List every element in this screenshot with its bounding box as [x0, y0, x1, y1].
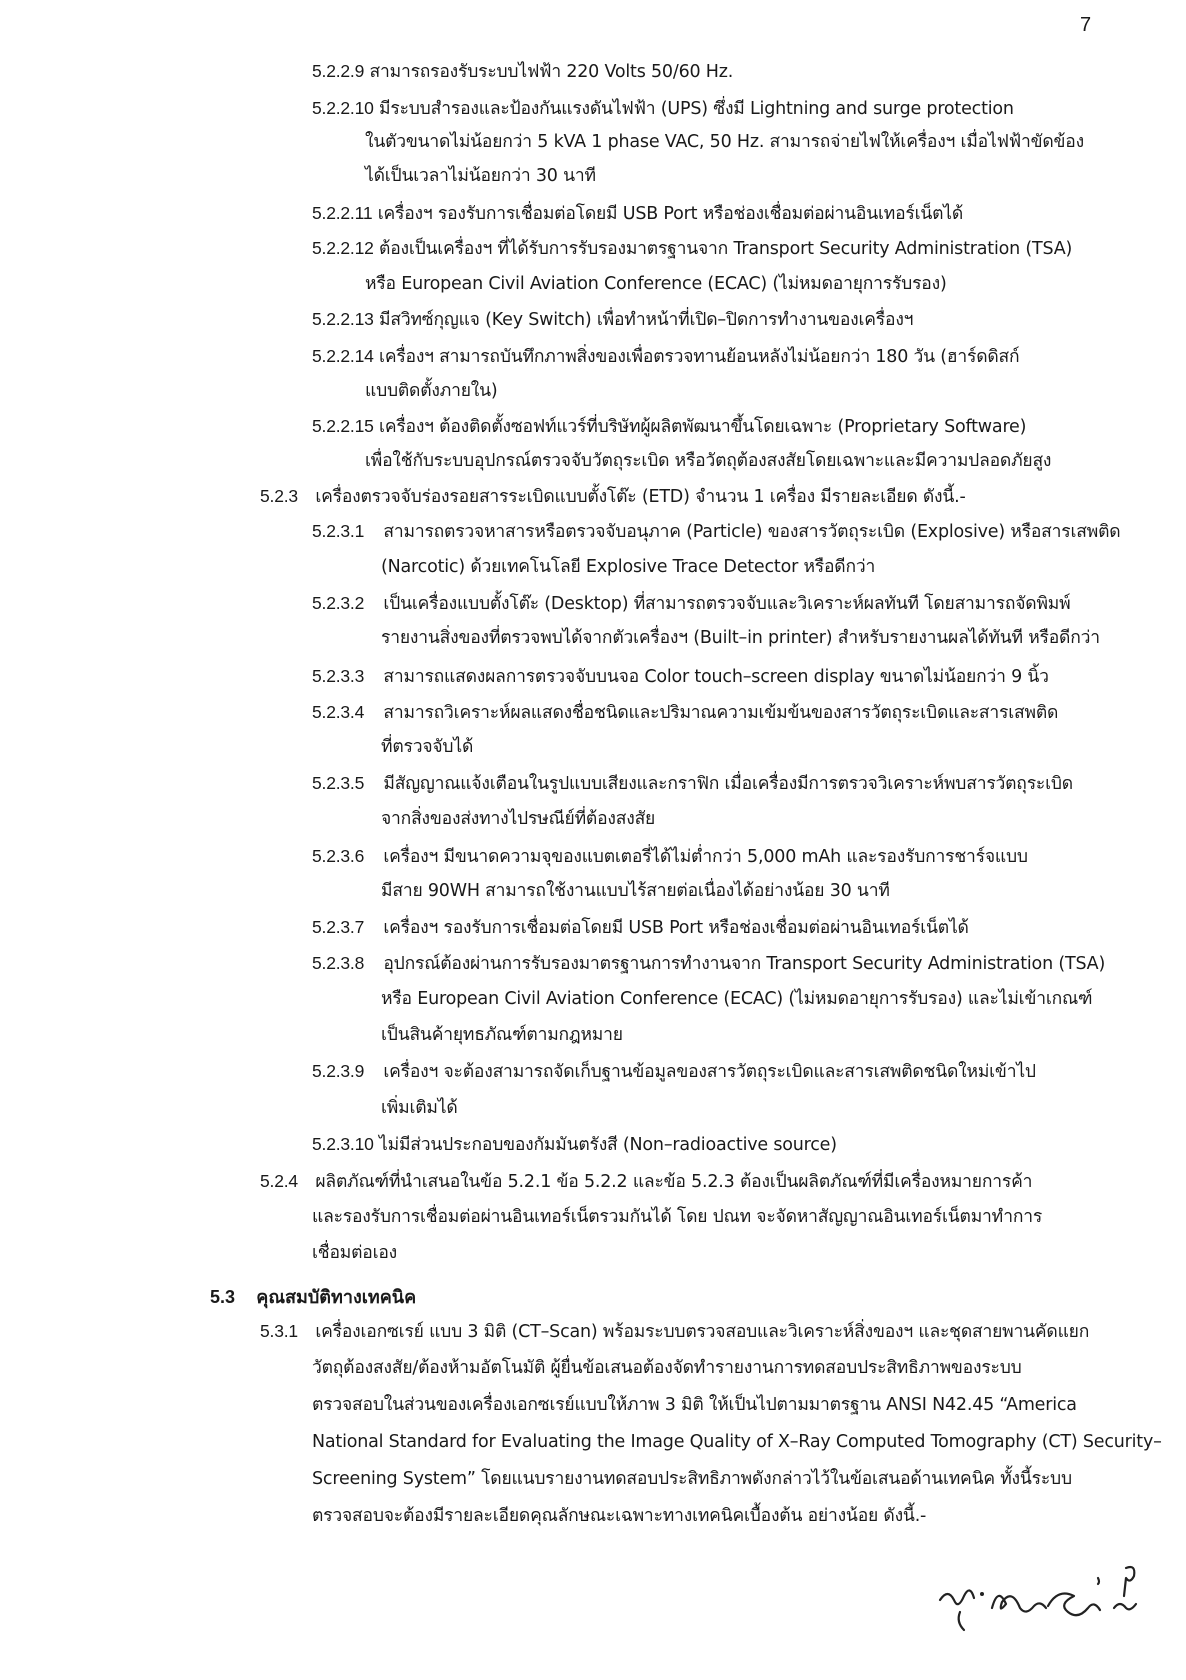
clause-text-continued: รายงานสิ่งของที่ตรวจพบได้จากตัวเครื่องฯ (Built–in printer) สำหรับรายงานผลได้ทันที หรือดีกว่า — [381, 628, 1100, 648]
clause-text-continued: ตรวจสอบในส่วนของเครื่องเอกซเรย์แบบให้ภาพ 3 มิติ ให้เป็นไปตามมาตรฐาน ANSI N42.45 “America — [312, 1395, 1077, 1415]
clause-text: เครื่องเอกซเรย์ แบบ 3 มิติ (CT–Scan) พร้อมระบบตรวจสอบและวิเคราะห์สิ่งของฯ และชุดสายพานคัดแยก — [315, 1322, 1090, 1342]
clause-text: เครื่องตรวจจับร่องรอยสารระเบิดแบบตั้งโต๊ะ (ETD) จำนวน 1 เครื่อง มีรายละเอียด ดังนี้.- — [315, 487, 966, 507]
page-number: 7 — [1080, 14, 1092, 36]
section-title: คุณสมบัติทางเทคนิค — [256, 1287, 417, 1308]
clause-number: 5.2.2.15 — [312, 416, 374, 436]
clause-text-continued: เชื่อมต่อเอง — [312, 1243, 398, 1263]
clause-5-3-1 — [260, 1320, 1089, 1343]
clause-number: 5.2.3.5 — [312, 773, 365, 793]
clause-text: มีสัญญาณแจ้งเตือนในรูปแบบเสียงและกราฟิก เมื่อเครื่องมีการตรวจวิเคราะห์พบสารวัตถุระเบิด — [383, 774, 1073, 794]
clause-text: เครื่องฯ สามารถบันทึกภาพสิ่งของเพื่อตรวจทานย้อนหลังไม่น้อยกว่า 180 วัน (ฮาร์ดดิสก์ — [379, 347, 1020, 367]
clause-text: สามารถรองรับระบบไฟฟ้า 220 Volts 50/60 Hz. — [369, 62, 734, 82]
clause-5-2-2-9 — [312, 60, 733, 83]
clause-5-2-2-10 — [312, 97, 1014, 120]
clause-number: 5.2.3 — [260, 486, 298, 506]
clause-number: 5.2.2.14 — [312, 346, 374, 366]
clause-number: 5.2.3.10 — [312, 1134, 374, 1154]
clause-text-continued: National Standard for Evaluating the Image Quality of X–Ray Computed Tomography (CT) Security– — [312, 1432, 1162, 1452]
clause-text-continued: (Narcotic) ด้วยเทคโนโลยี Explosive Trace Detector หรือดีกว่า — [381, 557, 876, 577]
handwritten-signature — [930, 1560, 1170, 1660]
clause-5-2-3-8 — [312, 952, 1105, 975]
clause-number: 5.2.2.13 — [312, 309, 374, 329]
clause-text-continued: จากสิ่งของส่งทางไปรษณีย์ที่ต้องสงสัย — [381, 809, 656, 829]
clause-text-continued: วัตถุต้องสงสัย/ต้องห้ามอัตโนมัติ ผู้ยื่นข้อเสนอต้องจัดทำรายงานการทดสอบประสิทธิภาพของระบบ — [312, 1358, 1022, 1378]
clause-5-2-3-2 — [312, 592, 1070, 615]
clause-text-continued: มีสาย 90WH สามารถใช้งานแบบไร้สายต่อเนื่องได้อย่างน้อย 30 นาที — [381, 881, 890, 901]
clause-5-2-3-10 — [312, 1133, 837, 1156]
clause-number: 5.2.3.8 — [312, 953, 365, 973]
clause-5-2-3-5 — [312, 772, 1073, 795]
clause-text: เครื่องฯ รองรับการเชื่อมต่อโดยมี USB Port หรือช่องเชื่อมต่อผ่านอินเทอร์เน็ตได้ — [383, 918, 969, 938]
clause-text: สามารถวิเคราะห์ผลแสดงชื่อชนิดและปริมาณความเข้มข้นของสารวัตถุระเบิดและสารเสพติด — [383, 703, 1059, 723]
clause-text: อุปกรณ์ต้องผ่านการรับรองมาตรฐานการทำงานจาก Transport Security Administration (TSA) — [383, 954, 1106, 974]
clause-5-2-3-3 — [312, 665, 1049, 688]
clause-text: ต้องเป็นเครื่องฯ ที่ได้รับการรับรองมาตรฐานจาก Transport Security Administration (TSA) — [379, 239, 1073, 259]
clause-number: 5.2.3.7 — [312, 917, 365, 937]
clause-text: มีสวิทซ์กุญแจ (Key Switch) เพื่อทำหน้าที่เปิด–ปิดการทำงานของเครื่องฯ — [379, 310, 914, 330]
clause-text-continued: หรือ European Civil Aviation Conference (ECAC) (ไม่หมดอายุการรับรอง) และไม่เข้าเกณฑ์ — [381, 989, 1093, 1009]
clause-number: 5.2.2.12 — [312, 238, 374, 258]
clause-text-continued: แบบติดตั้งภายใน) — [365, 381, 498, 401]
clause-5-2-2-12 — [312, 237, 1072, 260]
clause-number: 5.2.3.9 — [312, 1061, 365, 1081]
clause-text-continued: ได้เป็นเวลาไม่น้อยกว่า 30 นาที — [365, 166, 596, 186]
clause-text-continued: ที่ตรวจจับได้ — [381, 737, 474, 757]
clause-text-continued: และรองรับการเชื่อมต่อผ่านอินเทอร์เน็ตรวมกันได้ โดย ปณท จะจัดหาสัญญาณอินเทอร์เน็ตมาทำการ — [312, 1207, 1043, 1227]
clause-text: ไม่มีส่วนประกอบของกัมมันตรังสี (Non–radioactive source) — [379, 1135, 837, 1155]
clause-text: เครื่องฯ รองรับการเชื่อมต่อโดยมี USB Port หรือช่องเชื่อมต่อผ่านอินเทอร์เน็ตได้ — [377, 204, 964, 224]
clause-5-2-2-11 — [312, 202, 963, 225]
clause-text: เครื่องฯ จะต้องสามารถจัดเก็บฐานข้อมูลของสารวัตถุระเบิดและสารเสพติดชนิดใหม่เข้าไป — [383, 1062, 1036, 1082]
clause-text-continued: เพิ่มเติมได้ — [381, 1098, 458, 1118]
clause-5-2-3-6 — [312, 845, 1028, 868]
clause-number: 5.2.3.2 — [312, 593, 365, 613]
clause-text-continued: เพื่อใช้กับระบบอุปกรณ์ตรวจจับวัตถุระเบิด หรือวัตถุต้องสงสัยโดยเฉพาะและมีความปลอดภัยสูง — [365, 451, 1052, 471]
clause-number: 5.2.3.6 — [312, 846, 365, 866]
clause-text-continued: เป็นสินค้ายุทธภัณฑ์ตามกฎหมาย — [381, 1025, 623, 1045]
clause-5-2-3-1 — [312, 520, 1120, 543]
clause-text: มีระบบสำรองและป้องกันแรงดันไฟฟ้า (UPS) ซึ่งมี Lightning and surge protection — [379, 99, 1014, 119]
clause-number: 5.2.4 — [260, 1171, 298, 1191]
section-number: 5.3 — [210, 1287, 236, 1307]
clause-text-continued: Screening System” โดยแนบรายงานทดสอบประสิทธิภาพดังกล่าวไว้ในข้อเสนอด้านเทคนิค ทั้งนี้ระบบ — [312, 1469, 1072, 1489]
clause-text: ผลิตภัณฑ์ที่นำเสนอในข้อ 5.2.1 ข้อ 5.2.2 และข้อ 5.2.3 ต้องเป็นผลิตภัณฑ์ที่มีเครื่องหมายการค้า — [315, 1172, 1033, 1192]
clause-number: 5.2.3.1 — [312, 521, 365, 541]
clause-5-2-3-7 — [312, 916, 969, 939]
clause-text: เครื่องฯ มีขนาดความจุของแบตเตอรี่ได้ไม่ต่ำกว่า 5,000 mAh และรองรับการชาร์จแบบ — [383, 847, 1028, 867]
clause-number: 5.3.1 — [260, 1321, 298, 1341]
clause-text: เป็นเครื่องแบบตั้งโต๊ะ (Desktop) ที่สามารถตรวจจับและวิเคราะห์ผลทันที โดยสามารถจัดพิมพ์ — [383, 594, 1071, 614]
clause-5-2-2-13 — [312, 308, 913, 331]
clause-number: 5.2.3.4 — [312, 702, 365, 722]
section-heading-5-3 — [210, 1282, 416, 1311]
clause-text: สามารถตรวจหาสารหรือตรวจจับอนุภาค (Particle) ของสารวัตถุระเบิด (Explosive) หรือสารเสพติด — [383, 522, 1121, 542]
clause-number: 5.2.2.10 — [312, 98, 374, 118]
clause-number: 5.2.3.3 — [312, 666, 365, 686]
clause-text-continued: หรือ European Civil Aviation Conference (ECAC) (ไม่หมดอายุการรับรอง) — [365, 274, 947, 294]
clause-5-2-3-4 — [312, 701, 1058, 724]
clause-5-2-2-15 — [312, 415, 1026, 438]
clause-5-2-4 — [260, 1170, 1032, 1193]
clause-5-2-2-14 — [312, 345, 1019, 368]
clause-text-continued: ตรวจสอบจะต้องมีรายละเอียดคุณลักษณะเฉพาะทางเทคนิคเบื้องต้น อย่างน้อย ดังนี้.- — [312, 1506, 927, 1526]
clause-number: 5.2.2.11 — [312, 203, 373, 223]
clause-number: 5.2.2.9 — [312, 61, 365, 81]
clause-5-2-3 — [260, 485, 966, 508]
clause-5-2-3-9 — [312, 1060, 1036, 1083]
clause-text-continued: ในตัวขนาดไม่น้อยกว่า 5 kVA 1 phase VAC, 50 Hz. สามารถจ่ายไฟให้เครื่องฯ เมื่อไฟฟ้าขัดข้อง — [365, 132, 1084, 152]
clause-text: เครื่องฯ ต้องติดตั้งซอฟท์แวร์ที่บริษัทผู้ผลิตพัฒนาขึ้นโดยเฉพาะ (Proprietary Software) — [379, 417, 1027, 437]
clause-text: สามารถแสดงผลการตรวจจับบนจอ Color touch–screen display ขนาดไม่น้อยกว่า 9 นิ้ว — [383, 667, 1049, 687]
